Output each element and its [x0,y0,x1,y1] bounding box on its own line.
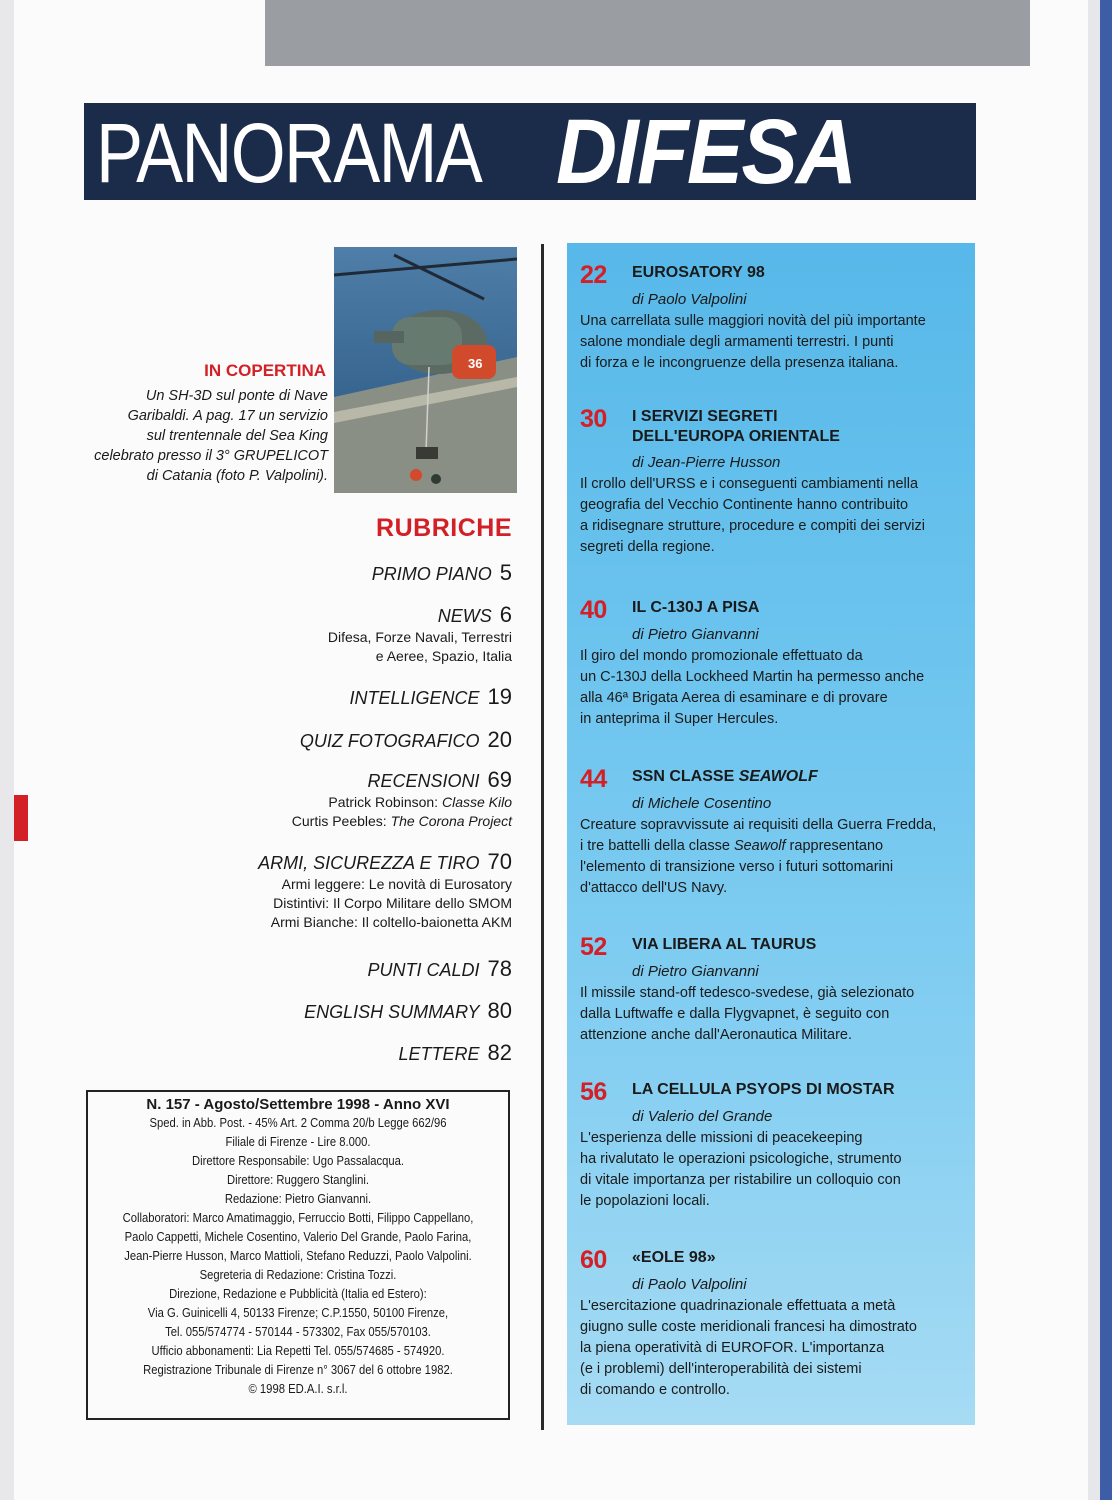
article-summary [580,646,980,730]
cover-caption-line: di Catania (foto P. Valpolini). [146,468,328,484]
rubric-entry [372,561,512,586]
rubric-page: 80 [487,998,512,1023]
rubric-subline: Distintivi: Il Corpo Militare dello SMOM [273,895,512,911]
rubric-label: QUIZ FOTOGRAFICO [299,731,480,751]
article-summary-line: Una carrellata sulle maggiori novità del più importante [580,313,926,329]
article-title: SSN CLASSE SEAWOLF [632,768,818,785]
colophon-line: Via G. Guinicelli 4, 50133 Firenze; C.P.1550, 50100 Firenze, [147,1306,449,1320]
article-summary-line: ha rivalutato le operazioni psicologiche, strumento [580,1151,902,1167]
article-summary-line: Il missile stand-off tedesco-svedese, già selezionato [580,985,915,1001]
rubric-subline: Armi leggere: Le novità di Eurosatory [281,876,512,892]
rubric-entry [367,957,512,982]
article-summary-line: la piena operatività di EUROFOR. L'importanza [580,1340,885,1356]
article-summary-line: le popolazioni locali. [580,1193,710,1209]
masthead-title-bold: DIFESA [556,101,856,203]
colophon-line: Direttore: Ruggero Stanglini. [227,1173,369,1187]
article-summary-line: dalla Luftwaffe e dalla Flygvapnet, è seguito con [580,1006,890,1022]
article-title-line2: DELL'EUROPA ORIENTALE [632,428,840,445]
colophon-line: Filiale di Firenze - Lire 8.000. [225,1135,371,1149]
article-summary-line: di vitale importanza per ristabilire un colloquio con [580,1172,901,1188]
top-grey-band [265,0,1030,66]
colophon-line: Redazione: Pietro Gianvanni. [224,1192,372,1206]
article-entry [580,767,980,899]
rubric-entry [292,768,512,831]
rubric-label: NEWS [437,606,492,626]
article-summary-line: geografia del Vecchio Continente hanno contribuito [580,497,909,513]
article-page-number: 44 [580,765,607,793]
rubric-entry [398,1041,512,1066]
rubric-page: 20 [487,727,512,752]
article-summary [580,815,980,899]
rubric-page: 69 [487,767,512,792]
article-summary-line: in anteprima il Super Hercules. [580,711,779,727]
article-author: di Paolo Valpolini [632,1276,747,1293]
article-summary-line: Il giro del mondo promozionale effettuato da [580,648,863,664]
article-summary-line: Creature sopravvissute ai requisiti della Guerra Fredda, [580,817,937,833]
article-summary-line: attenzione anche dall'Aeronautica Militare. [580,1027,852,1043]
article-entry [580,1080,980,1212]
rubric-label: PRIMO PIANO [371,564,492,584]
colophon-line: Ufficio abbonamenti: Lia Repetti Tel. 055/574685 - 574920. [151,1344,445,1358]
article-entry [580,1248,980,1401]
article-title: «EOLE 98» [632,1249,716,1266]
article-summary-line: segreti della regione. [580,539,715,555]
article-author: di Valerio del Grande [632,1108,773,1125]
article-title: I SERVIZI SEGRETI [632,408,778,425]
article-summary-line: alla 46ª Brigata Aerea di esaminare e di provare [580,690,888,706]
rubric-subline: Armi Bianche: Il coltello-baionetta AKM [270,914,512,930]
article-summary [580,983,980,1046]
colophon-line: Segreteria di Redazione: Cristina Tozzi. [199,1268,397,1282]
article-entry [580,598,980,730]
rubric-label: INTELLIGENCE [349,688,480,708]
rubric-entry [349,685,512,710]
colophon-box [86,1090,510,1420]
rubric-label: PUNTI CALDI [367,960,480,980]
rubric-label: RECENSIONI [367,771,480,791]
article-entry [580,263,980,374]
article-summary [580,1128,980,1212]
article-page-number: 40 [580,596,607,624]
colophon-line: Direzione, Redazione e Pubblicità (Italia ed Estero): [169,1287,427,1301]
rubric-subline: Patrick Robinson: Classe Kilo [328,794,512,810]
article-summary-line: giugno sulle coste meridionali francesi ha dimostrato [580,1319,917,1335]
colophon-line: Paolo Cappetti, Michele Cosentino, Valerio Del Grande, Paolo Farina, [124,1230,472,1244]
colophon-line: Registrazione Tribunale di Firenze n° 3067 del 6 ottobre 1982. [143,1363,453,1377]
article-summary-line: i tre battelli della classe Seawolf rappresentano [580,838,884,854]
cover-caption-line: Garibaldi. A pag. 17 un servizio [127,408,328,424]
article-title: EUROSATORY 98 [632,264,765,281]
colophon-line: Direttore Responsabile: Ugo Passalacqua. [191,1154,404,1168]
rubric-subline: Curtis Peebles: The Corona Project [291,813,512,829]
masthead [84,101,976,203]
article-author: di Pietro Gianvanni [632,626,759,643]
rubric-entry [304,999,512,1024]
colophon-line: Jean-Pierre Husson, Marco Mattioli, Stefano Reduzzi, Paolo Valpolini. [124,1249,472,1263]
article-summary-line: un C-130J della Lockheed Martin ha permesso anche [580,669,925,685]
article-title: IL C-130J A PISA [632,599,760,616]
rubric-page: 19 [487,684,512,709]
article-summary-line: a ridisegnare strutture, procedure e compiti dei servizi [580,518,925,534]
article-summary-line: d'attacco dell'US Navy. [580,880,728,896]
article-author: di Michele Cosentino [632,795,772,812]
cover-caption [74,386,328,486]
cover-caption-line: Un SH-3D sul ponte di Nave [145,388,328,404]
rubric-subline: Difesa, Forze Navali, Terrestri [327,629,512,645]
article-summary [580,1296,980,1401]
cover-caption-line: sul trentennale del Sea King [146,428,328,444]
article-page-number: 22 [580,261,607,289]
article-entry [580,407,980,558]
article-title: LA CELLULA PSYOPS DI MOSTAR [632,1081,895,1098]
colophon-line: © 1998 ED.A.I. s.r.l. [248,1382,348,1396]
rubric-label: ARMI, SICUREZZA E TIRO [258,853,480,873]
article-author: di Jean-Pierre Husson [632,454,781,471]
colophon-line: Tel. 055/574774 - 570144 - 573302, Fax 055/570103. [165,1325,431,1339]
rubriche-title: RUBRICHE [376,514,512,542]
article-summary-line: di comando e controllo. [580,1382,730,1398]
article-page-number: 52 [580,933,607,961]
article-author: di Pietro Gianvanni [632,963,759,980]
colophon-line: Sped. in Abb. Post. - 45% Art. 2 Comma 20/b Legge 662/96 [149,1116,447,1130]
article-page-number: 30 [580,405,607,433]
article-summary-line: L'esercitazione quadrinazionale effettuata a metà [580,1298,896,1314]
rubric-page: 6 [499,602,512,627]
rubric-label: LETTERE [398,1044,480,1064]
article-author: di Paolo Valpolini [632,291,747,308]
column-divider [541,244,544,1430]
article-summary-line: di forza e le incongruenze della presenza italiana. [580,355,899,371]
masthead-title-light: PANORAMA [96,106,482,200]
side-red-mark [14,795,28,841]
article-page-number: 56 [580,1078,607,1106]
article-summary-line: salone mondiale degli armamenti terrestri. I punti [580,334,894,350]
article-title: VIA LIBERA AL TAURUS [632,936,817,953]
photo-badge-number: 36 [468,356,483,371]
rubric-subline: e Aeree, Spazio, Italia [375,648,512,664]
rubric-page: 70 [487,849,512,874]
article-summary [580,474,980,558]
rubric-entry [328,603,512,666]
article-summary-line: L'esperienza delle missioni di peacekeeping [580,1130,863,1146]
rubric-page: 78 [487,956,512,981]
rubric-entry [300,728,512,753]
cover-caption-line: celebrato presso il 3° GRUPELICOT [94,448,328,464]
helicopter-illustration [334,247,517,493]
rubric-entry [258,850,512,932]
article-summary-line: (e i problemi) dell'interoperabilità dei sistemi [580,1361,862,1377]
rubric-page: 5 [499,560,512,585]
cover-section-title: IN COPERTINA [204,361,326,380]
cover-photo-helicopter [334,247,517,493]
article-summary [580,311,980,374]
rubric-page: 82 [487,1040,512,1065]
article-entry [580,935,980,1046]
cover-edge-blue [1100,0,1112,1500]
rubric-label: ENGLISH SUMMARY [304,1002,480,1022]
colophon-issue-line: N. 157 - Agosto/Settembre 1998 - Anno XVI [146,1096,450,1113]
article-summary-line: l'elemento di transizione verso i futuri sottomarini [580,859,894,875]
article-summary-line: Il crollo dell'URSS e i conseguenti cambiamenti nella [580,476,919,492]
colophon-line: Collaboratori: Marco Amatimaggio, Ferruccio Botti, Filippo Cappellano, [122,1211,474,1225]
article-page-number: 60 [580,1246,607,1274]
